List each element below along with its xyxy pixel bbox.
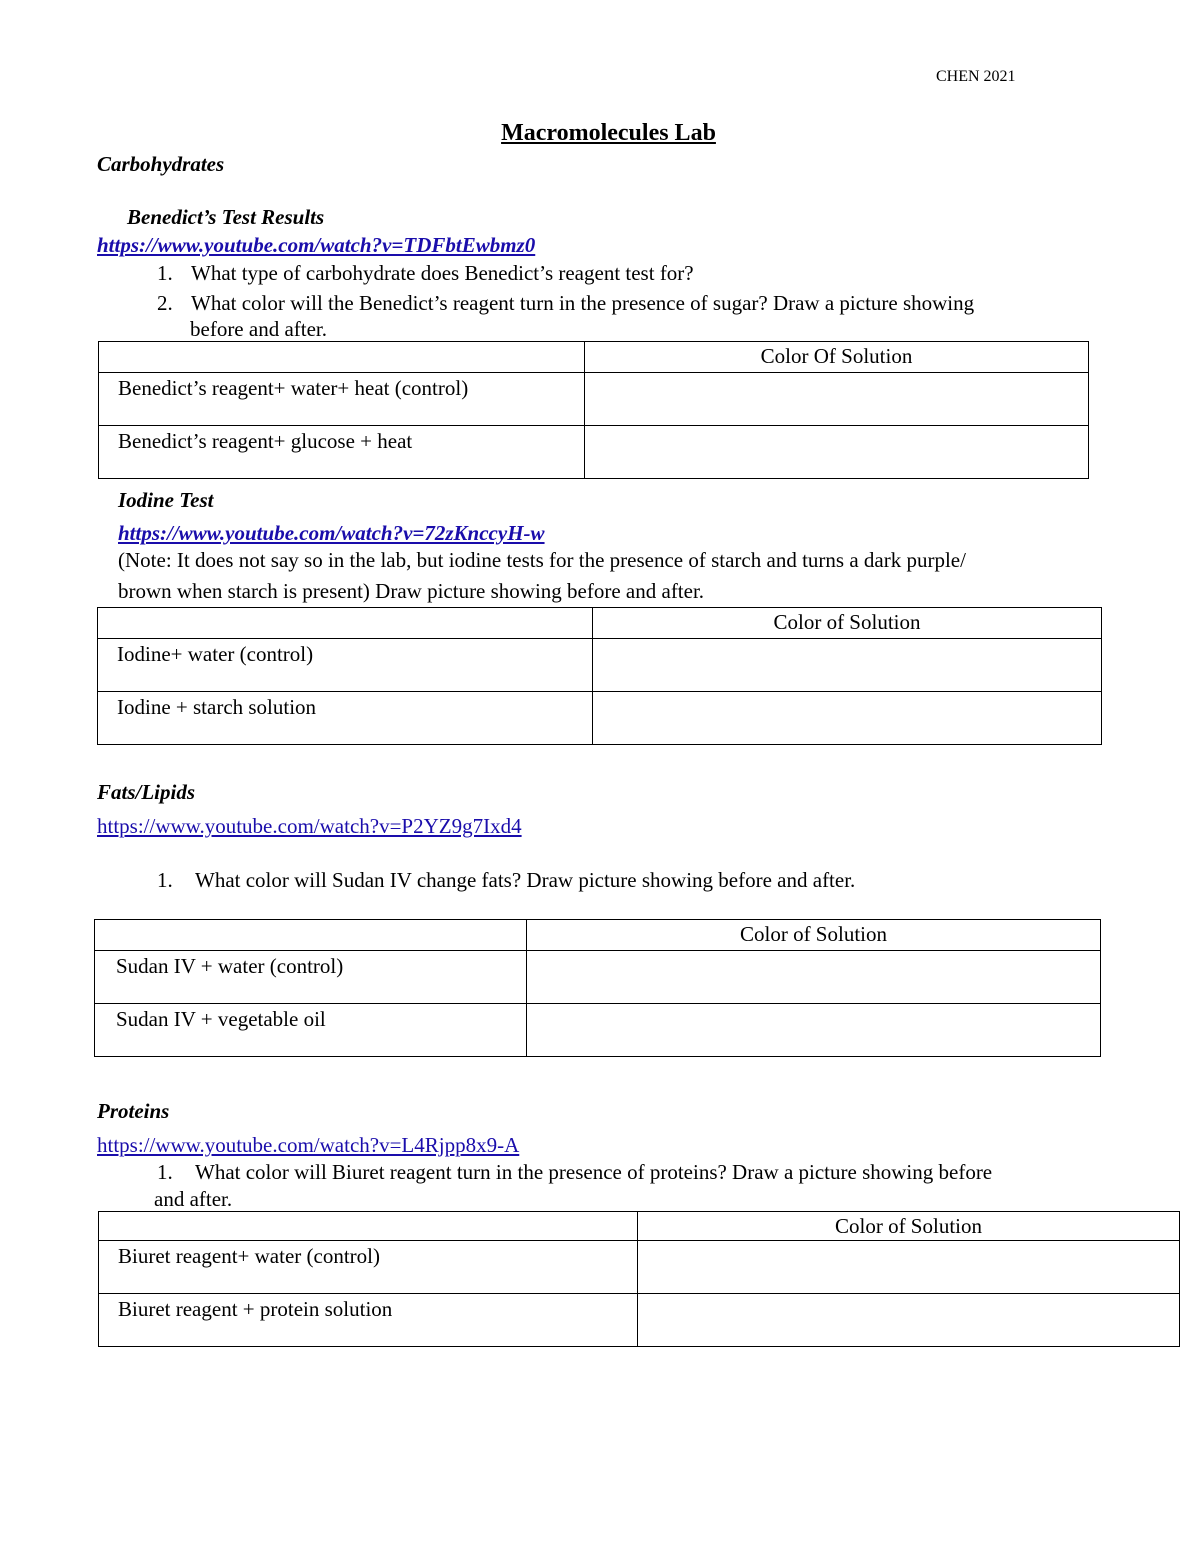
- benedict-question-2-continuation: before and after.: [190, 317, 328, 341]
- question-number: 1.: [157, 261, 173, 285]
- question-text: What color will Sudan IV change fats? Draw picture showing before and after.: [195, 868, 856, 892]
- table-row-label: Benedict’s reagent+ water+ heat (control): [99, 373, 585, 426]
- iodine-video-link[interactable]: https://www.youtube.com/watch?v=72zKnccyH-w: [118, 521, 545, 545]
- subheading-iodine-test: Iodine Test: [118, 488, 214, 512]
- table-header-color: Color of Solution: [593, 608, 1102, 639]
- proteins-video-link[interactable]: https://www.youtube.com/watch?v=L4Rjpp8x9-A: [97, 1133, 520, 1157]
- benedict-question-2: [157, 291, 974, 316]
- iodine-note-line-2: brown when starch is present) Draw picture showing before and after.: [118, 579, 705, 603]
- table-header-row: [98, 608, 1102, 639]
- table-header-row: [99, 1212, 1180, 1241]
- question-text: What type of carbohydrate does Benedict’s reagent test for?: [191, 261, 694, 285]
- benedict-question-1: [157, 261, 694, 286]
- benedict-video-link[interactable]: https://www.youtube.com/watch?v=TDFbtEwbmz0: [97, 233, 536, 257]
- table-header-color: Color Of Solution: [585, 342, 1089, 373]
- table-header-cell-empty: [99, 1212, 638, 1241]
- page-title: Macromolecules Lab: [501, 120, 716, 146]
- table-answer-cell[interactable]: [527, 951, 1101, 1004]
- table-row-label: Biuret reagent + protein solution: [99, 1294, 638, 1347]
- table-header-cell-empty: [99, 342, 585, 373]
- iodine-results-table: [97, 607, 1102, 745]
- table-row: [99, 426, 1089, 479]
- proteins-question-1-continuation: and after.: [154, 1187, 233, 1211]
- table-row-label: Benedict’s reagent+ glucose + heat: [99, 426, 585, 479]
- subheading-benedict-test: Benedict’s Test Results: [127, 205, 325, 229]
- table-header-row: [95, 920, 1101, 951]
- table-row: [99, 373, 1089, 426]
- proteins-question-1: [157, 1160, 992, 1185]
- table-answer-cell[interactable]: [593, 692, 1102, 745]
- section-heading-carbohydrates: Carbohydrates: [97, 152, 225, 176]
- iodine-note-line-1: (Note: It does not say so in the lab, but iodine tests for the presence of starch and turns a dark purple/: [118, 548, 966, 572]
- question-text: What color will the Benedict’s reagent turn in the presence of sugar? Draw a picture showing: [191, 291, 975, 315]
- section-heading-fats-lipids: Fats/Lipids: [97, 780, 196, 804]
- section-heading-proteins: Proteins: [97, 1099, 170, 1123]
- fats-results-table: [94, 919, 1101, 1057]
- table-row: [98, 692, 1102, 745]
- table-header-cell-empty: [95, 920, 527, 951]
- header-course-label: CHEN 2021: [936, 68, 1016, 85]
- question-number: 1.: [157, 1160, 173, 1184]
- table-row: [99, 1294, 1180, 1347]
- table-answer-cell[interactable]: [585, 373, 1089, 426]
- table-header-color: Color of Solution: [638, 1212, 1180, 1241]
- table-row-label: Iodine + starch solution: [98, 692, 593, 745]
- table-row-label: Sudan IV + vegetable oil: [95, 1004, 527, 1057]
- fats-question-1: [157, 868, 855, 893]
- table-row-label: Sudan IV + water (control): [95, 951, 527, 1004]
- table-answer-cell[interactable]: [638, 1294, 1180, 1347]
- table-header-color: Color of Solution: [527, 920, 1101, 951]
- table-row: [98, 639, 1102, 692]
- table-row-label: Iodine+ water (control): [98, 639, 593, 692]
- table-answer-cell[interactable]: [527, 1004, 1101, 1057]
- table-header-row: [99, 342, 1089, 373]
- fats-video-link[interactable]: https://www.youtube.com/watch?v=P2YZ9g7Ixd4: [97, 814, 522, 838]
- table-row: [95, 951, 1101, 1004]
- table-row: [95, 1004, 1101, 1057]
- table-row: [99, 1241, 1180, 1294]
- question-number: 1.: [157, 868, 173, 892]
- table-answer-cell[interactable]: [638, 1241, 1180, 1294]
- table-row-label: Biuret reagent+ water (control): [99, 1241, 638, 1294]
- question-text: What color will Biuret reagent turn in the presence of proteins? Draw a picture showing before: [195, 1160, 993, 1184]
- table-header-cell-empty: [98, 608, 593, 639]
- benedict-results-table: [98, 341, 1089, 479]
- question-number: 2.: [157, 291, 173, 315]
- table-answer-cell[interactable]: [585, 426, 1089, 479]
- proteins-results-table: [98, 1211, 1180, 1347]
- table-answer-cell[interactable]: [593, 639, 1102, 692]
